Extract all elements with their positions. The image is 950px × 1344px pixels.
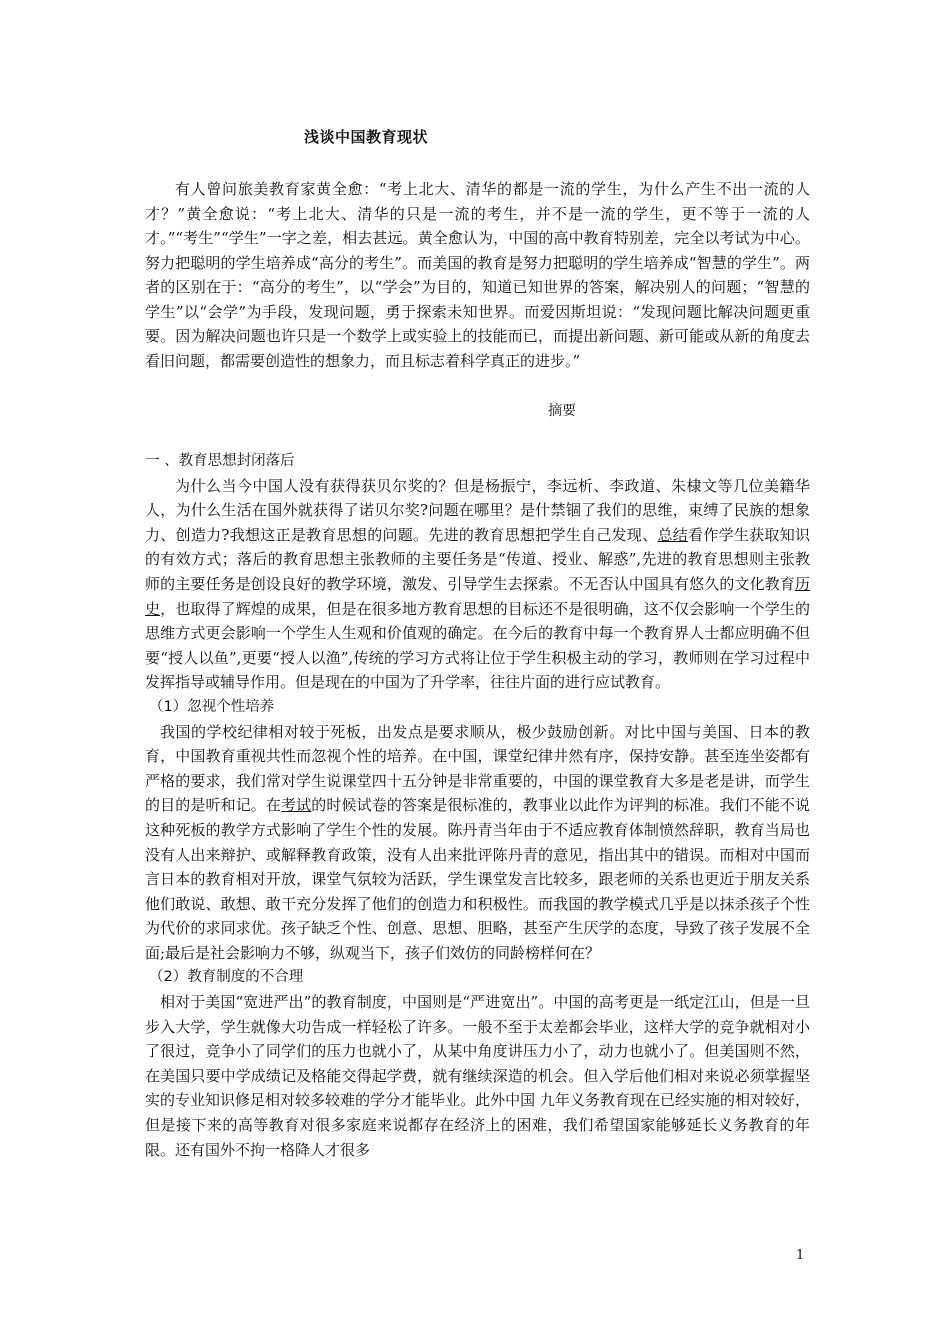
document-body bbox=[145, 449, 810, 1162]
page-number: 1 bbox=[796, 1248, 805, 1263]
intro-paragraph: 有人曾问旅美教育家黄全愈：“考上北大、清华的都是一流的学生，为什么产生不出一流的人才？”黄全愈说：“考上北大、清华的只是一流的考生，并不是一流的学生，更不等于一流的人才。”“考生”“学生”一字之差，相去甚远。黄全愈认为，中国的高中教育特别差，完全以考试为中心。努力把聪明的学生培养成“高分的考生”。而美国的教育是努力把聪明的学生培养成“智慧的学生”。两者的区别在于：“高分的考生”，以“学会”为目的，知道已知世界的答案，解决别人的问题；“智慧的学生”以“会学”为手段，发现问题，勇于探索未知世界。而爱因斯坦说：“发现问题比解决问题更重要。因为解决问题也许只是一个数学上或实验上的技能而已，而提出新问题、新可能或从新的角度去看旧问题，都需要创造性的想象力，而且标志着科学真正的进步。” bbox=[145, 180, 810, 370]
link-exam[interactable]: 考试 bbox=[281, 796, 312, 815]
section-heading-1: 一 、教育思想封闭落后 bbox=[145, 453, 295, 469]
section-1-paragraph bbox=[145, 474, 810, 695]
document-title: 浅谈中国教育现状 bbox=[304, 128, 429, 146]
subsection-1-paragraph bbox=[145, 720, 810, 966]
abstract-label: 摘要 bbox=[548, 403, 576, 419]
subsection-heading-1: （1）忽视个性培养 bbox=[149, 698, 275, 715]
link-summary[interactable]: 总结 bbox=[657, 525, 689, 544]
paragraph-text: 的时候试卷的答案是很标准的，教事业以此作为评判的标准。我们不能不说这种死板的教学方式影响了学生个性的发展。陈丹青当年由于不适应教育体制愤然辞职，教育当局也没有人出来辩护、或解释教育政策，没有人出来批评陈丹青的意见，指出其中的错误。而相对中国而言日本的教育相对开放，课堂气氛较为活跃，学生课堂发言比较多，跟老师的关系也更近于朋友关系他们敢说、敢想、敢干充分发挥了他们的创造力和积极性。而我国的教学模式几乎是以抹杀孩子个性为代价的求同求优。孩子缺乏个性、创意、思想、胆略，甚至产生厌学的态度，导致了孩子发展不全面;最后是社会影响力不够，纵观当下，孩子们效仿的同龄榜样何在？ bbox=[145, 796, 810, 962]
paragraph-text: ，也取得了辉煌的成果，但是在很多地方教育思想的目标还不是很明确，这不仅会影响一个学生的思维方式更会影响一个学生人生观和价值观的确定。在今后的教育中每一个教育界人士都应明确不但要“授人以鱼”,更要“授人以渔”,传统的学习方式将让位于学生积极主动的学习，教师则在学习过程中发挥指导或辅导作用。但是现在的中国为了升学率，往往片面的进行应试教育。 bbox=[145, 599, 810, 692]
link-history[interactable]: 历史 bbox=[145, 574, 810, 618]
subsection-2-paragraph: 相对于美国“宽进严出”的教育制度，中国则是“严进宽出”。中国的高考更是一纸定江山，但是一旦步入大学，学生就像大功告成一样轻松了许多。一般不至于太差都会毕业，这样大学的竞争就相对小了很过，竞争小了同学们的压力也就小了，从某中角度讲压力小了，动力也就小了。但美国则不然，在美国只要中学成绩记及格能交得起学费，就有继续深造的机会。但入学后他们相对来说必须掌握坚实的专业知识修足相对较多较难的学分才能毕业。此外中国 九年义务教育现在已经实施的相对较好，但是接下来的高等教育对很多家庭来说都存在经济上的困难，我们希望国家能够延长义务教育的年限。还有国外不拘一格降人才很多 bbox=[145, 993, 810, 1159]
paragraph-text: 为什么当今中国人没有获得获贝尔奖的？但是杨振宁，李远析、李政道、朱棣文等几位美籍华人，为什么生活在国外就获得了诺贝尔奖?问题在哪里？是什禁锢了我们的思维，束缚了民族的想象力、创造力?我想这正是教育思想的问题。先进的教育思想把学生自己发现、 bbox=[145, 476, 810, 544]
paragraph-text: 看作学生获取知识的有效方式；落后的教育思想主张教师的主要任务是“传道、授业、解惑”,先进的教育思想则主张教师的主要任务是创设良好的教学环境，激发、引导学生去探索。不无否认中国具有悠久的文化教育 bbox=[145, 525, 810, 593]
paragraph-text: 我国的学校纪律相对较于死板，出发点是要求顺从，极少鼓励创新。对比中国与美国、日本的教育，中国教育重视共性而忽视个性的培养。在中国，课堂纪律井然有序，保持安静。甚至连坐姿都有严格的要求，我们常对学生说课堂四十五分钟是非常重要的，中国的课堂教育大多是老是讲，而学生的目的是听和记。在 bbox=[145, 722, 810, 815]
subsection-heading-2: （2）教育制度的不合理 bbox=[149, 969, 304, 986]
